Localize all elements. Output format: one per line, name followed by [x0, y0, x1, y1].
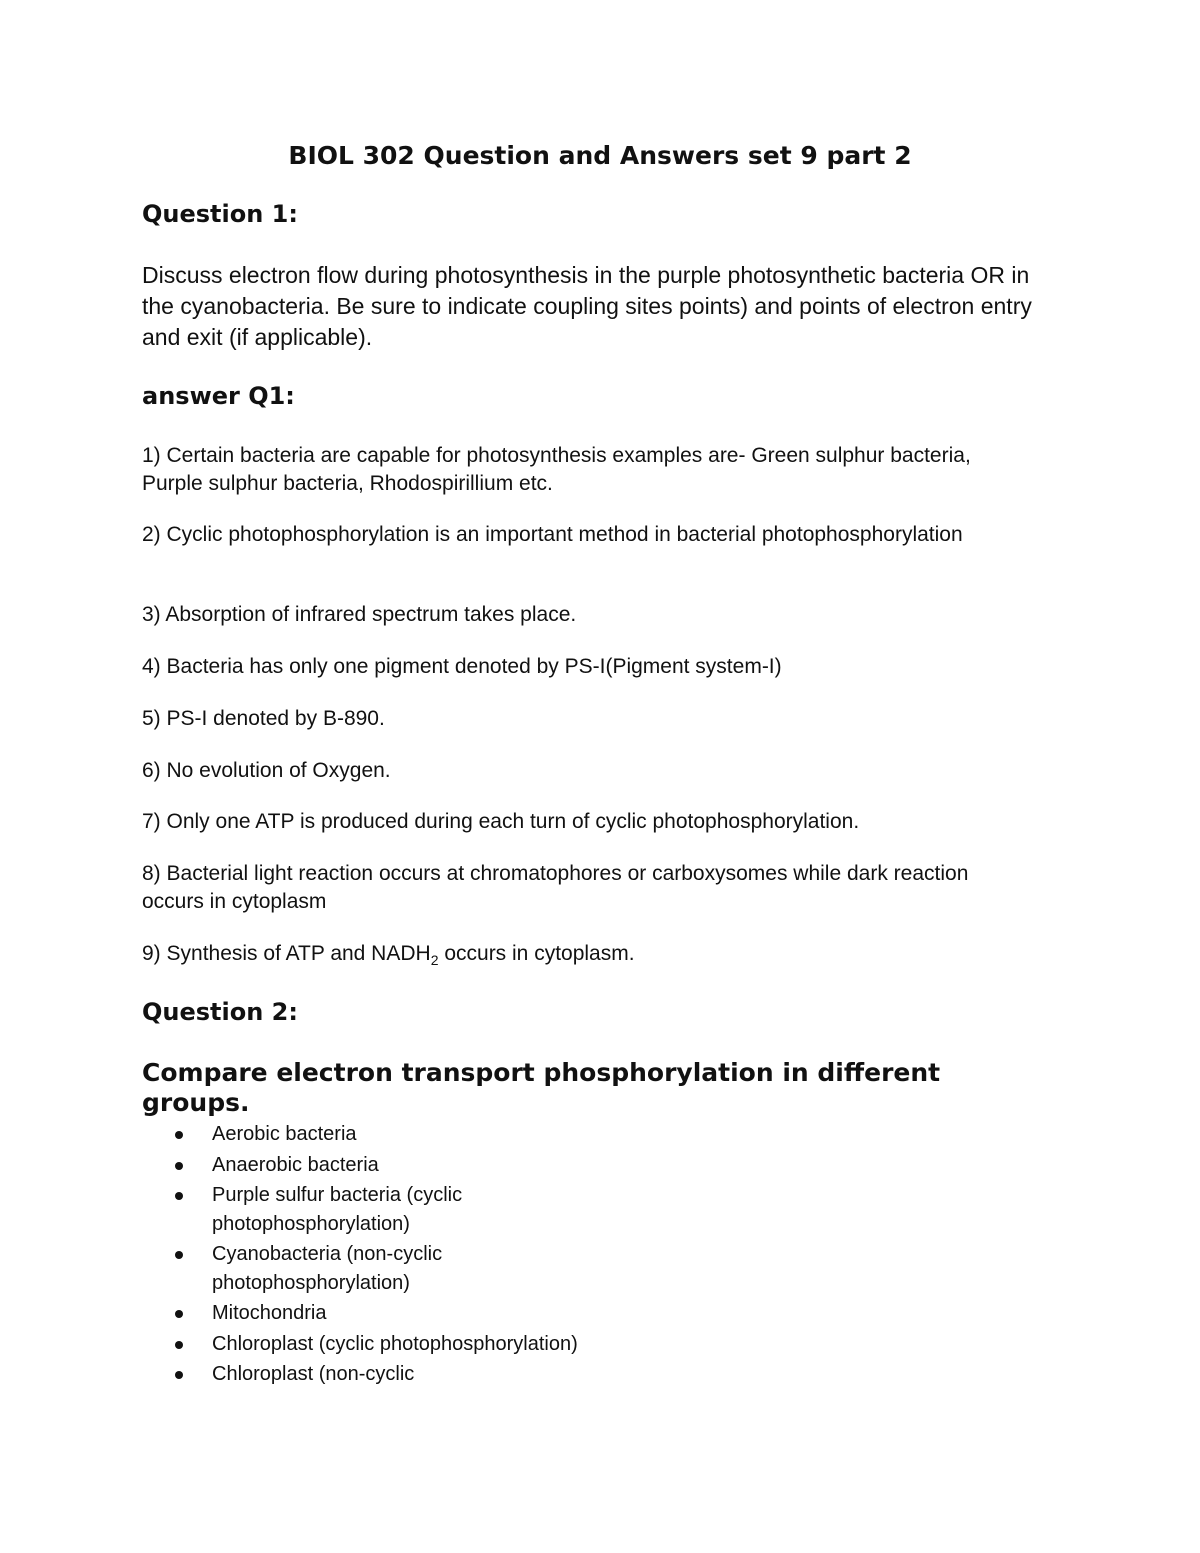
answer-item-4: 4) Bacteria has only one pigment denoted by PS-I(Pigment system-I) — [142, 655, 782, 678]
answer-item-3: 3) Absorption of infrared spectrum takes place. — [142, 603, 577, 626]
list-item: Mitochondria — [142, 1299, 542, 1328]
question-2-heading: Question 2: — [142, 998, 298, 1026]
list-item: Chloroplast (non-cyclic — [142, 1360, 542, 1389]
list-item: Aerobic bacteria — [142, 1120, 542, 1149]
answer-item-9-subscript: 2 — [430, 952, 439, 969]
list-item: Cyanobacteria (non-cyclic photophosphorylation) — [142, 1240, 542, 1297]
answer-item-2: 2) Cyclic photophosphorylation is an important method in bacterial photophosphorylation — [142, 523, 963, 546]
group-bullet-list — [142, 1120, 672, 1391]
answer-item-7: 7) Only one ATP is produced during each turn of cyclic photophosphorylation. — [142, 810, 860, 833]
answer-item-9-prefix: 9) Synthesis of ATP and NADH — [142, 942, 431, 965]
list-item: Chloroplast (cyclic photophosphorylation) — [142, 1330, 672, 1359]
document-title: BIOL 302 Question and Answers set 9 part 2 — [288, 141, 912, 170]
answer-item-8: 8) Bacterial light reaction occurs at chromatophores or carboxysomes while dark reaction occurs in cytoplasm — [142, 862, 969, 913]
answer-item-9-suffix: occurs in cytoplasm. — [438, 942, 635, 965]
answer-1-heading: answer Q1: — [142, 382, 295, 410]
question-1-prompt: Discuss electron flow during photosynthesis in the purple photosynthetic bacteria OR in the cyanobacteria. Be sure to indicate coupling sites points) and points of electron entry and exit (if applicable). — [142, 262, 1032, 350]
list-item: Purple sulfur bacteria (cyclic photophosphorylation) — [142, 1181, 542, 1238]
question-2-prompt: Compare electron transport phosphorylation in different groups. — [142, 1058, 941, 1117]
question-1-heading: Question 1: — [142, 200, 298, 228]
answer-item-9 — [142, 940, 1022, 968]
answer-item-5: 5) PS-I denoted by B-890. — [142, 707, 385, 730]
list-item: Anaerobic bacteria — [142, 1151, 542, 1180]
answer-item-6: 6) No evolution of Oxygen. — [142, 759, 391, 782]
answer-item-1: 1) Certain bacteria are capable for photosynthesis examples are- Green sulphur bacteria, Purple sulphur bacteria, Rhodospirillium etc. — [142, 444, 971, 495]
